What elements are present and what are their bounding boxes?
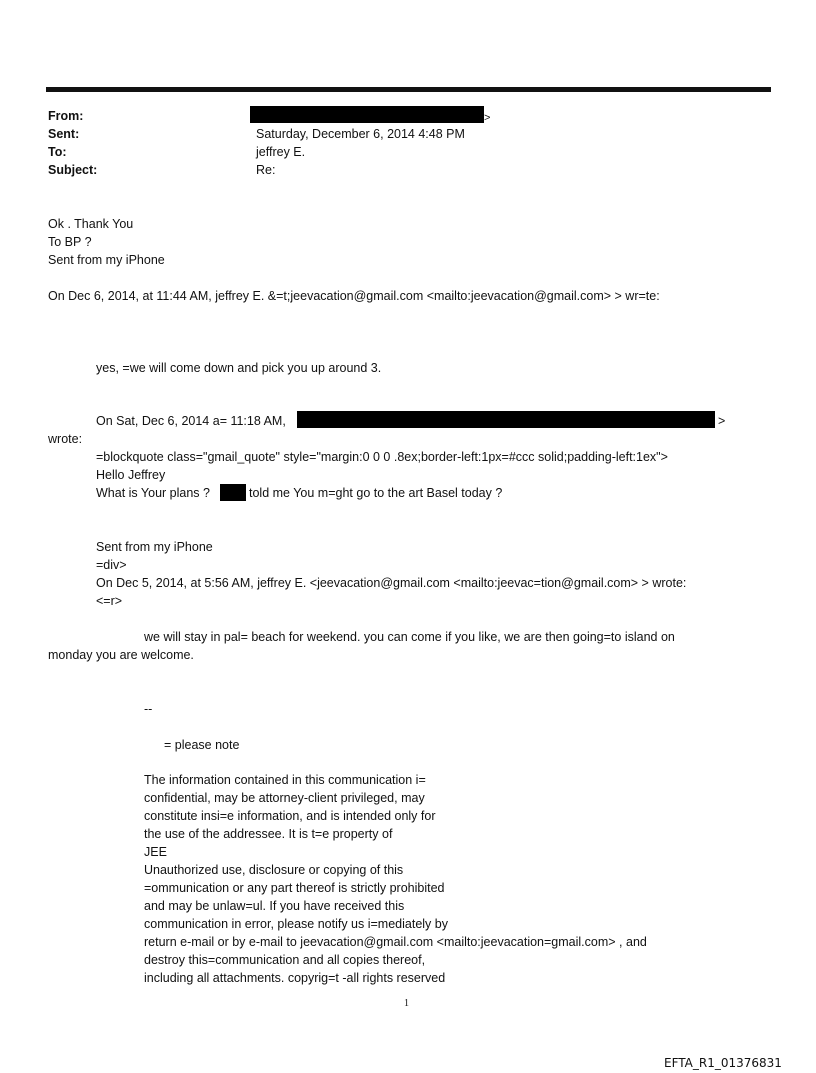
blockquote-line: =blockquote class="gmail_quote" style="margin:0 0 0 .8ex;border-left:1px=#ccc solid;padding-left:1ex">	[96, 450, 668, 464]
plans-end: told me You m=ght go to the art Basel today ?	[249, 486, 503, 500]
to-value: jeffrey E.	[256, 145, 306, 159]
plans-start: What is Your plans ?	[96, 486, 210, 500]
subject-value: Re:	[256, 163, 276, 177]
sent-from-iphone: Sent from my iPhone	[96, 540, 213, 554]
from-label: From:	[48, 109, 84, 123]
subject-label: Subject:	[48, 163, 98, 177]
quote2-attribution-start: On Sat, Dec 6, 2014 a= 11:18 AM,	[96, 414, 286, 428]
reply-line: Ok . Thank You	[48, 217, 134, 231]
disclaimer-line: return e-mail or by e-mail to jeevacation@gmail.com <mailto:jeevacation=gmail.com> , and	[144, 935, 647, 949]
disclaimer-line: the use of the addressee. It is t=e property of	[144, 827, 393, 841]
to-label: To:	[48, 145, 67, 159]
sent-label: Sent:	[48, 127, 80, 141]
document-id: EFTA_R1_01376831	[664, 1056, 782, 1070]
header-rule	[46, 87, 771, 92]
quote1-attribution: On Dec 6, 2014, at 11:44 AM, jeffrey E. &=t;jeevacation@gmail.com <mailto:jeevacation@gmail.com> > wr=te:	[48, 289, 660, 303]
signature-dashes: --	[144, 702, 153, 716]
please-note: = please note	[164, 738, 240, 752]
quote2-wrote: wrote:	[48, 432, 83, 446]
disclaimer-line: confidential, may be attorney-client privileged, may	[144, 791, 425, 805]
disclaimer-line: communication in error, please notify us i=mediately by	[144, 917, 448, 931]
redacted-sender-2	[297, 411, 715, 428]
stay-line-1: we will stay in pal= beach for weekend. you can come if you like, we are then going=to island on	[144, 630, 675, 644]
redacted-sender	[250, 106, 484, 123]
stay-line-2: monday you are welcome.	[48, 648, 194, 662]
reply-line: To BP ?	[48, 235, 92, 249]
disclaimer-line: The information contained in this communication i=	[144, 773, 426, 787]
disclaimer-line: and may be unlaw=ul. If you have received this	[144, 899, 405, 913]
redacted-name	[220, 484, 246, 501]
greeting: Hello Jeffrey	[96, 468, 166, 482]
div-line: =div>	[96, 558, 127, 572]
br-line: <=r>	[96, 594, 123, 608]
quote1-text: yes, =we will come down and pick you up around 3.	[96, 361, 382, 375]
disclaimer-line: including all attachments. copyrig=t -all rights reserved	[144, 971, 446, 985]
quote2-attribution-end: >	[718, 414, 726, 428]
quote3-attribution: On Dec 5, 2014, at 5:56 AM, jeffrey E. <jeevacation@gmail.com <mailto:jeevac=tion@gmail.com> > wrote:	[96, 576, 687, 590]
disclaimer-line: destroy this=communication and all copies thereof,	[144, 953, 426, 967]
reply-line: Sent from my iPhone	[48, 253, 165, 267]
disclaimer-line: Unauthorized use, disclosure or copying of this	[144, 863, 404, 877]
disclaimer-line: constitute insi=e information, and is intended only for	[144, 809, 436, 823]
page-number: 1	[404, 998, 409, 1009]
disclaimer-line: JEE	[144, 845, 167, 859]
from-value: >	[484, 112, 491, 124]
sent-value: Saturday, December 6, 2014 4:48 PM	[256, 127, 465, 141]
disclaimer-line: =ommunication or any part thereof is strictly prohibited	[144, 881, 445, 895]
